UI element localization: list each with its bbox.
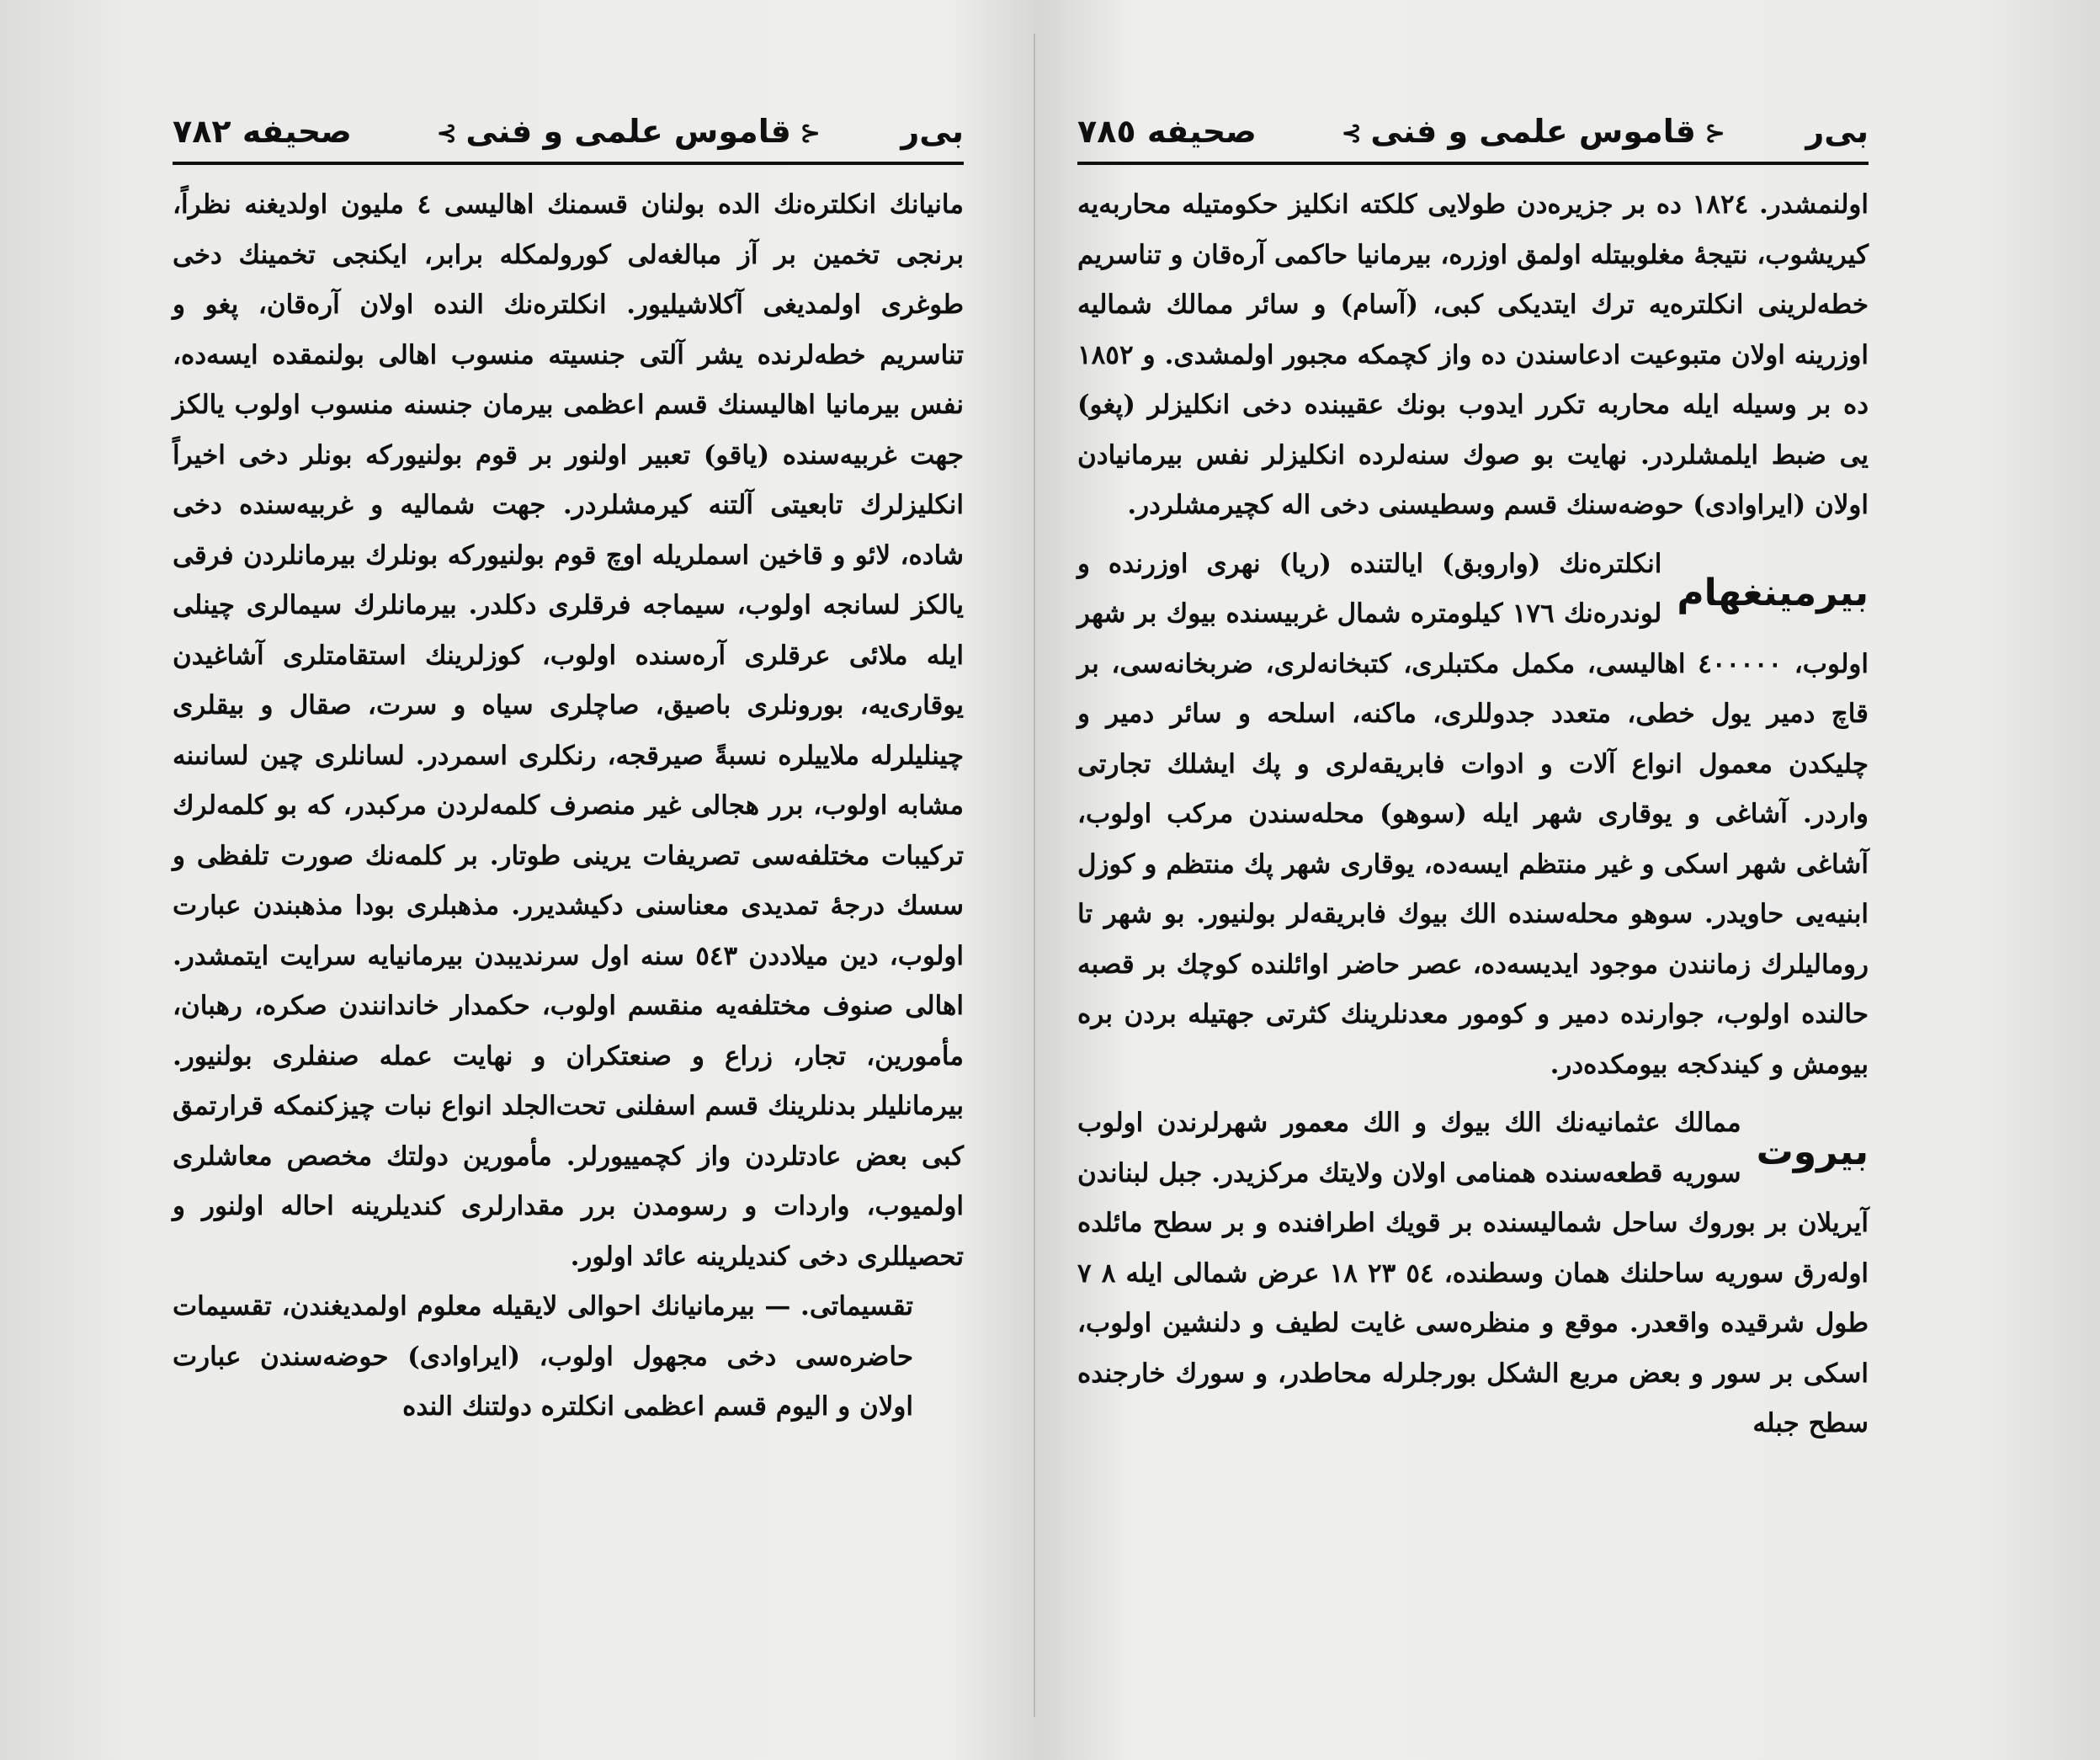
right-book-title: قاموس علمى و فنى bbox=[1370, 113, 1696, 150]
right-page-number: صحيفه ٧٨٥ bbox=[1077, 113, 1257, 150]
left-body-text bbox=[173, 180, 964, 1433]
right-intro-paragraph: اولنمشدر. ١٨٢٤ دە بر جزيرەدن طولايى كلكتە انكليز حكومتيلە محاربەيە كيريشوب، نتيجۀ مغلوبيتلە اولمق اوزرە، بيرمانيا حاكمى آرەقان و تناسريم خطەلرينى انكلترەيە ترك ايتديكى كبى، (آسام) و سائر ممالك شماليە اوزرينە اولان متبوعيت ادعاسندن دە واز كچمكە مجبور اولمشدى. و ١٨٥٢ دە بر وسيلە ايلە محاربە تكرر ايدوب بونك عقيبندە دخى انكليزلر (پغو) يى ضبط ايلمشلردر. نهايت بو صوك سنەلردە انكليزلر نفس بيرمانيادن اولان (ايراوادى) حوضەسنك قسم وسطيسنى دخى الە كچيرمشلردر. bbox=[1077, 189, 1869, 520]
right-page bbox=[1077, 101, 1869, 1700]
book-gutter bbox=[1034, 34, 1035, 1717]
left-section-letters: بى‌ر bbox=[901, 113, 964, 150]
left-book-title-group bbox=[428, 101, 829, 164]
entry-text: انكلترەنك (واروبق) ايالتندە (ريا) نهرى اوزرندە و لوندرەنك ١٧٦ كيلومترە شمال غربيسندە بيوك بر شهر اولوب، ٤٠٠٠٠٠ اهاليسى، مكمل مكتبلرى، كتبخانەلرى، ضربخانەسى، بر قاچ دمير يول خطى، متعدد جدوللرى، ماكنە، اسلحە و سائر دمير و چليكدن معمول انواع آلات و ادوات فابريقەلرى و پك ايشلك تجارتى واردر. آشاغى و يوقارى شهر ايلە (سوهو) محلەسندن مركب اولوب، آشاغى شهر اسكى و غير منتظم ايسەدە، يوقارى شهر پك منتظم و كوزل ابنيەيى حاويدر. سوهو محلەسندە الك بيوك فابريقەلر بولنيور. بو شهر تا روماليلرك زمانندن موجود ايديسەدە، عصر حاضر اوائلندە كوچك بر قصبە حالندە اولوب، جوارندە دمير و كومور معدنلرينك كثرتى جهتيلە بردن برە بيومش و كيندكجە بيومكدەدر. bbox=[1077, 548, 1869, 1080]
left-book-title: قاموس علمى و فنى bbox=[465, 113, 791, 150]
left-paragraph: مانيانك انكلترەنك الدە بولنان قسمنك اهاليسى ٤ مليون اولديغنە نظراً، برنجى تخمين بر آز مبالغەلى كورولمكلە برابر، ايكنجى تخمينك دخى طوغرى اولمديغى آكلاشيليور. انكلترەنك الندە اولان آرەقان، پغو و تناسريم خطەلرندە يشر آلتى جنسيتە منسوب اهالى بولنمقدە ايسەدە، نفس بيرمانيا اهاليسنك قسم اعظمى بيرمان جنسنە منسوب اولوب يالكز جهت غربيەسندە (ياقو) تعبير اولنور بر قوم بولنيوركە بونلر دخى اخيراً انكليزلرك تابعيتى آلتنە كيرمشلردر. جهت شماليە و غربيەسندە دخى شادە، لائو و قاخين اسملريلە اوچ قوم بولنيوركە بونلرك بيرمانلردن فرقى يالكز لسانجە اولوب، سيماجە فرقلرى دكلدر. بيرمانلرك سيمالرى چينلى ايلە ملائى عرقلرى آرەسندە اولوب، كوزلرينك استقامتلرى آشاغيدن يوقارى‌يە، بورونلرى باصيق، صاچلرى سياه و سرت، صقال و بيقلرى چينليلرلە ملاييلرە نسبةً صيرقجە، رنكلرى اسمردر. لسانلرى چين لسانىنە مشابە اولوب، برر هجالى غير منصرف كلمەلردن مركبدر، كە بو كلمەلرك تركيبات مختلفەسى تصريفات يرينى طوتار. بر كلمەنك صورت تلفظى و سسك درجۀ تمديدى معناسنى دكيشديرر. مذهبلرى بودا مذهبندن عبارت اولوب، دين ميلاددن ٥٤٣ سنە اول سرنديبدن بيرمانيايە سرايت ايتمشدر. اهالى صنوف مختلفەيە منقسم اولوب، حكمدار خاندانندن صكرە، رهبان، مأمورين، تجار، زراع و صنعتكران و نهايت عملە صنفلرى بولنيور. بيرمانليلر بدنلرينك قسم اسفلنى تحت‌الجلد انواع نبات چيزكنمكە قرارتمق كبى بعض عادتلردن واز كچمييورلر. مأمورين دولتك مخصص معاشلرى اولميوب، واردات و رسومدن برر مقدارلرى كنديلرينە احالە اولنور و تحصيللرى دخى كنديلرينە عائد اولور. bbox=[173, 189, 964, 1272]
entry-headword: بيروت bbox=[1756, 1130, 1869, 1173]
right-book-title-group bbox=[1332, 101, 1734, 164]
left-page-number: صحيفه ٧٨٢ bbox=[173, 113, 352, 150]
ornament-icon: ⊱ bbox=[436, 118, 458, 148]
encyclopedia-entry bbox=[1077, 540, 1869, 1091]
ornament-icon: ⊰ bbox=[799, 118, 821, 148]
ornament-icon: ⊱ bbox=[1341, 118, 1363, 148]
entry-text: ممالك عثمانيەنك الك بيوك و الك معمور شهرلرندن اولوب سوريە قطعەسندە همنامى اولان ولايتك مركزيدر. جبل لبناندن آيريلان بر بوروك ساحل شماليسندە بر قويك اطرافندە و بر سطح مائلدە اولەرق سوريە ساحلنك همان وسطندە، ٥٤ ٢٣ ١٨ عرض شمالى ايلە ٨ ٧ طول شرقيدە واقعدر. موقع و منظرەسى غايت لطيف و دلنشين اولوب، اسكى بر سور و بعض مربع الشكل بورجلرلە محاطدر، و سورك خارجندە سطح جبلە bbox=[1077, 1108, 1869, 1438]
entry-headword: بيرمينغهام bbox=[1677, 571, 1869, 614]
right-running-header bbox=[1077, 101, 1869, 165]
ornament-icon: ⊰ bbox=[1704, 118, 1725, 148]
left-page bbox=[173, 101, 964, 1700]
right-body-text bbox=[1077, 180, 1869, 1449]
left-paragraph: تقسيماتى. — بيرمانيانك احوالى لايقيلە معلوم اولمديغندن، تقسيمات حاضرەسى دخى مجهول اولوب، (ايراوادى) حوضەسندن عبارت اولان و اليوم قسم اعظمى انكلترە دولتنك الندە bbox=[173, 1291, 913, 1422]
right-section-letters: بى‌ر bbox=[1805, 113, 1869, 150]
encyclopedia-entry bbox=[1077, 1098, 1869, 1449]
left-running-header bbox=[173, 101, 964, 165]
